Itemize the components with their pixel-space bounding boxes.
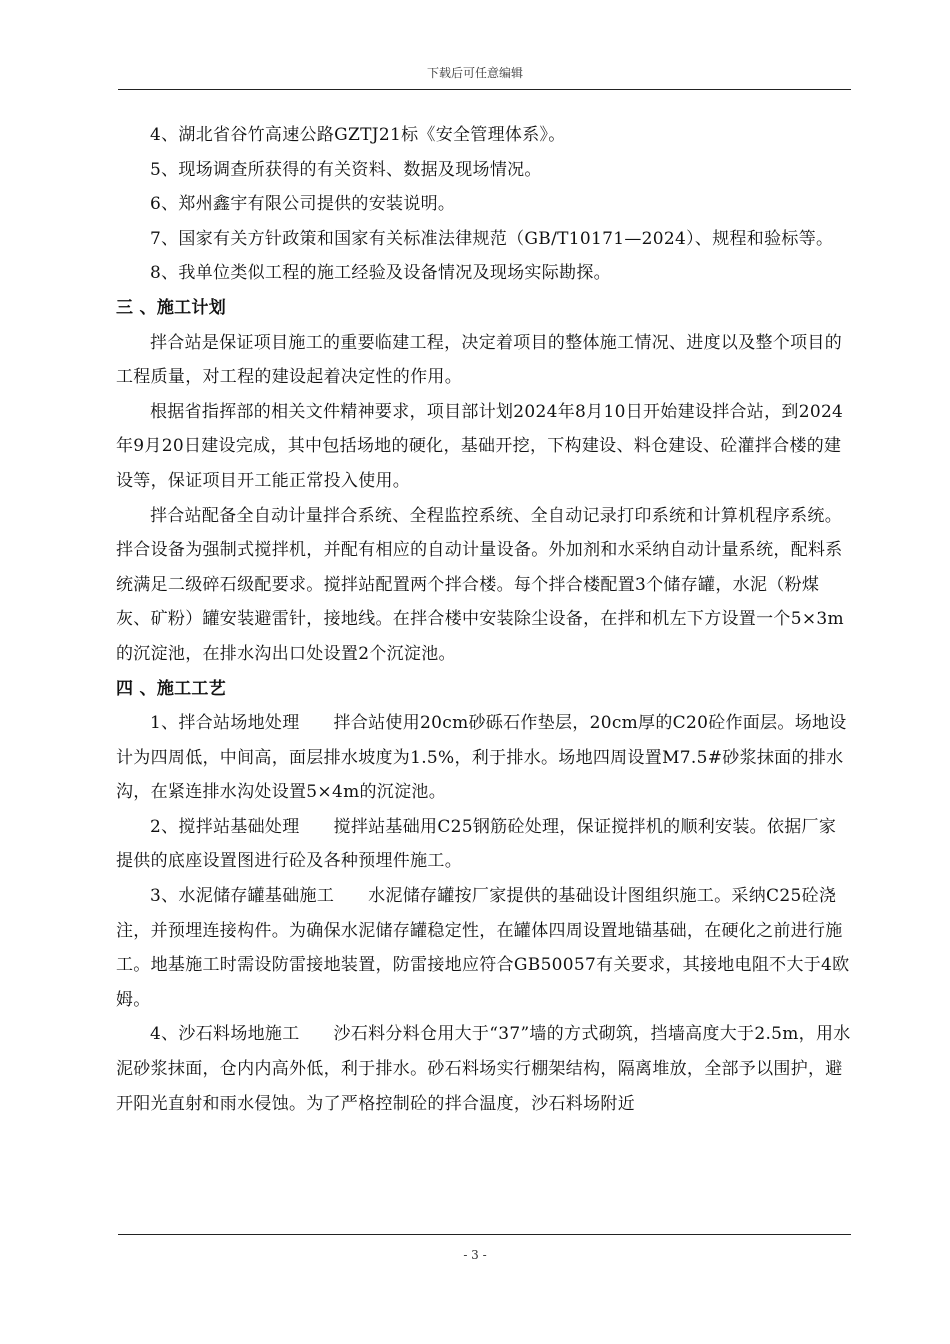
- process-body: 水泥储存罐按厂家提供的基础设计图组织施工。采纳C25砼浇注，并预埋连接构件。为确保水泥储存罐稳定性，在罐体四周设置地锚基础，在硬化之前进行施工。地基施工时需设防雷接地装置，防雷接地应符合GB50057有关要求，其接地电阻不大于4欧姆。: [116, 886, 850, 1010]
- process-paragraph-4: [116, 1017, 852, 1121]
- process-body: 搅拌站基础用C25钢筋砼处理，保证搅拌机的顺利安装。依据厂家提供的底座设置图进行砼及各种预埋件施工。: [116, 816, 837, 872]
- header-divider: [118, 89, 851, 90]
- process-title: 3、水泥储存罐基础施工: [150, 886, 335, 907]
- section-heading-plan: 三 、施工计划: [116, 297, 227, 318]
- page-header: 下载后可任意编辑: [426, 66, 523, 80]
- page-number: - 3 -: [463, 1248, 487, 1262]
- plan-paragraph-3: 拌合站配备全自动计量拌合系统、全程监控系统、全自动记录打印系统和计算机程序系统。拌合设备为强制式搅拌机，并配有相应的自动计量设备。外加剂和水采纳自动计量系统，配料系统满足二级碎石级配要求。搅拌站配置两个拌合楼。每个拌合楼配置3个储存罐，水泥（粉煤灰、矿粉）罐安装避雷针，接地线。在拌合楼中安装除尘设备，在拌和机左下方设置一个5×3m的沉淀池，在排水沟出口处设置2个沉淀池。: [116, 505, 844, 664]
- reference-item-5: 5、现场调查所获得的有关资料、数据及现场情况。: [150, 159, 542, 180]
- plan-paragraph-1: 拌合站是保证项目施工的重要临建工程，决定着项目的整体施工情况、进度以及整个项目的工程质量，对工程的建设起着决定性的作用。: [116, 332, 842, 388]
- process-paragraph-3: [116, 879, 852, 1017]
- process-paragraph-2: [116, 810, 852, 879]
- process-body: 沙石料分料仓用大于“37”墙的方式砌筑，挡墙高度大于2.5m，用水泥砂浆抹面，仓内内高外低，利于排水。砂石料场实行棚架结构，隔离堆放，全部予以围护，避开阳光直射和雨水侵蚀。为了严格控制砼的拌合温度，沙石料场附近: [116, 1024, 851, 1114]
- reference-item-7: 7、国家有关方针政策和国家有关标准法律规范（GB/T10171—2024）、规程和验标等。: [150, 228, 834, 249]
- reference-item-4: 4、湖北省谷竹高速公路GZTJ21标《安全管理体系》。: [150, 125, 566, 145]
- reference-item-6: 6、郑州鑫宇有限公司提供的安装说明。: [150, 194, 456, 215]
- section-heading-process: 四 、施工工艺: [116, 678, 227, 699]
- process-title: 1、拌合站场地处理: [150, 713, 300, 734]
- plan-paragraph-2: 根据省指挥部的相关文件精神要求，项目部计划2024年8月10日开始建设拌合站，到2024年9月20日建设完成，其中包括场地的硬化，基础开挖，下构建设、料仓建设、砼灌拌合楼的建设等，保证项目开工能正常投入使用。: [116, 401, 844, 491]
- process-body: 拌合站使用20cm砂砾石作垫层，20cm厚的C20砼作面层。场地设计为四周低，中间高，面层排水坡度为1.5%，利于排水。场地四周设置M7.5#砂浆抹面的排水沟，在紧连排水沟处设置5×4m的沉淀池。: [116, 713, 847, 803]
- process-paragraph-1: [116, 706, 852, 810]
- reference-item-8: 8、我单位类似工程的施工经验及设备情况及现场实际勘探。: [150, 263, 611, 284]
- document-body: [116, 118, 852, 1121]
- footer-divider: [118, 1234, 851, 1235]
- process-title: 4、沙石料场地施工: [150, 1024, 300, 1045]
- process-title: 2、搅拌站基础处理: [150, 816, 300, 837]
